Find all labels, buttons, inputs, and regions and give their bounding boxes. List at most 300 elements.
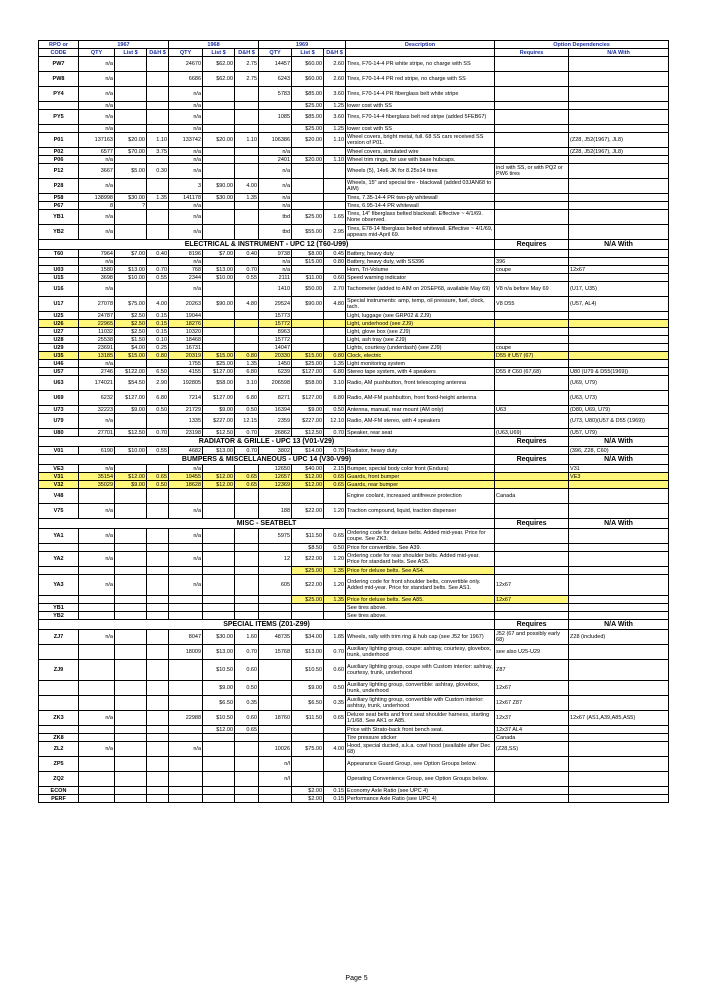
list-1969-cell: $12.00 [292,473,324,481]
requires-cell: V8 D55 [495,297,569,312]
header-qty-69: QTY [259,49,292,57]
table-row [39,795,669,803]
list-1969-cell: $11.00 [292,274,324,282]
requires-cell [495,795,569,803]
list-1967-cell: $4.00 [115,344,147,352]
list-1968-cell [203,529,235,544]
qty-1969-cell: 206598 [259,376,292,391]
requires-cell [495,194,569,202]
section-na-with-label: N/A With [569,437,669,447]
list-1968-cell: $10.00 [203,274,235,282]
list-1967-cell: $9.00 [115,481,147,489]
qty-1969-cell: 14047 [259,344,292,352]
list-1969-cell: $15.00 [292,258,324,266]
table-row [39,596,669,604]
requires-cell: Canada [495,489,569,504]
requires-cell [495,504,569,519]
description-cell: See tires above. [346,604,495,612]
code-cell [39,645,79,660]
na-with-cell [569,328,669,336]
dh-1968-cell: 4.00 [235,179,259,194]
dh-1967-cell [147,57,169,72]
description-cell: Auxiliary lighting group, coupe: ashtray, courtesy, glovebox, trunk, underhood [346,645,495,660]
list-1968-cell: $10.50 [203,660,235,681]
qty-1969-cell: 1085 [259,110,292,125]
dh-1968-cell: 4.80 [235,297,259,312]
qty-1967-cell: n/a [79,102,115,110]
na-with-cell: U80 (U79 & D55(1969)) [569,368,669,376]
list-1967-cell [115,795,147,803]
dh-1969-cell [324,489,346,504]
qty-1968-cell [169,604,203,612]
na-with-cell [569,660,669,681]
list-1968-cell: $9.00 [203,406,235,414]
code-cell: YA2 [39,552,79,567]
na-with-cell [569,57,669,72]
list-1969-cell [292,604,324,612]
code-cell: U35 [39,352,79,360]
list-1968-cell: $20.00 [203,133,235,148]
list-1968-cell: $13.00 [203,266,235,274]
list-1969-cell: $11.50 [292,711,324,726]
list-1969-cell: $127.00 [292,368,324,376]
na-with-cell [569,529,669,544]
qty-1969-cell [259,795,292,803]
qty-1968-cell: 18276 [169,320,203,328]
qty-1968-cell: 18628 [169,481,203,489]
list-1967-cell [115,630,147,645]
na-with-cell [569,72,669,87]
description-cell: Price for deluxe belts. See AS4. [346,567,495,575]
table-row [39,630,669,645]
list-1969-cell: $85.00 [292,87,324,102]
table-row [39,787,669,795]
list-1967-cell [115,72,147,87]
list-1969-cell: $25.00 [292,102,324,110]
code-cell: V32 [39,481,79,489]
list-1967-cell [115,156,147,164]
qty-1969-cell: 15772 [259,320,292,328]
description-cell: Speed warning indicator [346,274,495,282]
description-cell: Light, glove box (see ZJ9) [346,328,495,336]
dh-1968-cell: 0.50 [235,681,259,696]
code-cell: V48 [39,489,79,504]
section-header-row [39,620,669,630]
requires-cell [495,787,569,795]
dh-1968-cell [235,102,259,110]
qty-1967-cell: n/a [79,125,115,133]
list-1967-cell: $2.50 [115,328,147,336]
qty-1967-cell: n/a [79,360,115,368]
qty-1968-cell: 3 [169,179,203,194]
dh-1967-cell: 0.10 [147,336,169,344]
list-1968-cell [203,125,235,133]
na-with-cell [569,575,669,596]
dh-1969-cell: 1.20 [324,552,346,567]
description-cell: Horn, Tri-Volume [346,266,495,274]
qty-1967-cell: 137163 [79,133,115,148]
list-1969-cell [292,312,324,320]
dh-1967-cell: 1.35 [147,194,169,202]
qty-1969-cell: 29524 [259,297,292,312]
requires-cell [495,376,569,391]
list-1969-cell: $12.50 [292,429,324,437]
header-row-1 [39,41,669,49]
requires-cell [495,225,569,240]
qty-1967-cell [79,757,115,772]
code-cell: V01 [39,447,79,455]
na-with-cell [569,274,669,282]
code-cell: PY4 [39,87,79,102]
list-1968-cell [203,225,235,240]
qty-1969-cell: tbd [259,225,292,240]
description-cell: Tires, E78-14 fiberglass belted whitewall. Effective ~ 4/1/69, appears mid-April 69. [346,225,495,240]
qty-1969-cell: tbd [259,210,292,225]
section-header-row [39,519,669,529]
table-row [39,194,669,202]
qty-1968-cell: 8047 [169,630,203,645]
qty-1968-cell: 1755 [169,360,203,368]
list-1967-cell: $12.00 [115,473,147,481]
code-cell [39,696,79,711]
qty-1967-cell [79,696,115,711]
header-list-67: List $ [115,49,147,57]
description-cell: Tires, 7.35-14-4 PR two-ply whitewall [346,194,495,202]
list-1967-cell [115,787,147,795]
qty-1967-cell: 27078 [79,297,115,312]
qty-1969-cell: n/l [259,757,292,772]
dh-1969-cell: 0.45 [324,250,346,258]
dh-1968-cell [235,504,259,519]
dh-1969-cell: 1.35 [324,567,346,575]
dh-1967-cell [147,414,169,429]
list-1969-cell: $90.00 [292,297,324,312]
dh-1967-cell [147,110,169,125]
list-1968-cell: $7.00 [203,250,235,258]
qty-1969-cell: 15772 [259,336,292,344]
requires-cell [495,202,569,210]
qty-1967-cell: n/a [79,711,115,726]
header-qty-67: QTY [79,49,115,57]
description-cell: Price for deluxe belts. See A85. [346,596,495,604]
qty-1967-cell: n/a [79,465,115,473]
dh-1967-cell [147,282,169,297]
list-1967-cell [115,179,147,194]
list-1968-cell: $12.00 [203,481,235,489]
table-row [39,544,669,552]
list-1968-cell [203,258,235,266]
table-row [39,391,669,406]
dh-1968-cell [235,328,259,336]
list-1968-cell: $12.00 [203,473,235,481]
list-1967-cell: $20.00 [115,133,147,148]
qty-1967-cell [79,645,115,660]
list-1969-cell: $8.00 [292,250,324,258]
list-1968-cell [203,344,235,352]
qty-1969-cell: 12 [259,552,292,567]
list-1969-cell: $14.00 [292,447,324,455]
list-1968-cell [203,148,235,156]
qty-1969-cell: 6243 [259,72,292,87]
requires-cell [495,210,569,225]
dh-1969-cell: 1.25 [324,102,346,110]
header-option-dependencies: Option Dependencies [495,41,669,49]
list-1968-cell: $227.00 [203,414,235,429]
table-row [39,567,669,575]
requires-cell [495,529,569,544]
qty-1967-cell: 25538 [79,336,115,344]
qty-1969-cell: 9738 [259,250,292,258]
qty-1967-cell [79,660,115,681]
qty-1969-cell: n/a [259,148,292,156]
qty-1968-cell: 133742 [169,133,203,148]
dh-1968-cell: 0.80 [235,352,259,360]
list-1967-cell: ? [115,202,147,210]
qty-1967-cell: n/a [79,57,115,72]
table-row [39,156,669,164]
dh-1968-cell [235,148,259,156]
dh-1968-cell: 0.65 [235,726,259,734]
description-cell: Battery, heavy duty [346,250,495,258]
code-cell: ECON [39,787,79,795]
qty-1967-cell: n/a [79,179,115,194]
code-cell: ZJ7 [39,630,79,645]
list-1967-cell: $70.00 [115,148,147,156]
description-cell: Wheel covers, simulated wire [346,148,495,156]
qty-1968-cell: 24670 [169,57,203,72]
list-1969-cell: $6.50 [292,696,324,711]
dh-1969-cell [324,734,346,742]
dh-1967-cell: 0.70 [147,266,169,274]
table-row [39,57,669,72]
table-row [39,250,669,258]
list-1967-cell [115,57,147,72]
list-1968-cell: $10.50 [203,711,235,726]
list-1968-cell [203,544,235,552]
list-1969-cell [292,148,324,156]
code-cell: U28 [39,336,79,344]
dh-1967-cell: 6.80 [147,391,169,406]
table-row [39,772,669,787]
qty-1968-cell: n/a [169,258,203,266]
dh-1968-cell: 3.10 [235,376,259,391]
dh-1967-cell: 0.55 [147,274,169,282]
table-row [39,297,669,312]
table-row [39,489,669,504]
code-cell [39,125,79,133]
qty-1969-cell: 12657 [259,473,292,481]
qty-1969-cell: 18760 [259,711,292,726]
na-with-cell: (Z28, J52(1967), JL8) [569,148,669,156]
description-cell: Tires, F70-14-4 fiberglass belt red stripe (added 5FEB67) [346,110,495,125]
list-1969-cell: $75.00 [292,742,324,757]
na-with-cell: V31 [569,465,669,473]
dh-1967-cell [147,72,169,87]
list-1968-cell [203,734,235,742]
dh-1969-cell: 0.70 [324,645,346,660]
na-with-cell [569,734,669,742]
list-1967-cell: $12.50 [115,429,147,437]
dh-1967-cell [147,726,169,734]
description-cell: See tires above. [346,612,495,620]
qty-1968-cell: n/a [169,102,203,110]
code-cell: PERF [39,795,79,803]
list-1968-cell: $30.00 [203,630,235,645]
table-row [39,360,669,368]
table-row [39,696,669,711]
section-requires-label: Requires [495,519,569,529]
code-cell: U69 [39,391,79,406]
dh-1967-cell [147,772,169,787]
requires-cell [495,360,569,368]
code-cell: U57 [39,368,79,376]
qty-1969-cell: n/l [259,772,292,787]
na-with-cell [569,344,669,352]
list-1968-cell [203,282,235,297]
requires-cell: J52 (67 and possibly early 68) [495,630,569,645]
dh-1968-cell [235,612,259,620]
requires-cell [495,102,569,110]
list-1967-cell [115,552,147,567]
dh-1969-cell: 0.75 [324,447,346,455]
list-1967-cell: $75.00 [115,297,147,312]
list-1967-cell [115,544,147,552]
qty-1968-cell: 22988 [169,711,203,726]
qty-1968-cell [169,734,203,742]
na-with-cell [569,210,669,225]
description-cell: Light, luggage (see GRP02 & ZJ9) [346,312,495,320]
list-1967-cell: $2.50 [115,312,147,320]
list-1969-cell [292,726,324,734]
dh-1967-cell [147,258,169,266]
code-cell: ZQ2 [39,772,79,787]
table-row [39,328,669,336]
qty-1969-cell [259,734,292,742]
qty-1967-cell: 23691 [79,344,115,352]
description-cell: Ordering code for front shoulder belts, convertible only. Added mid-year. Price for standard belts. See AS1. [346,575,495,596]
list-1967-cell [115,742,147,757]
qty-1968-cell: 7214 [169,391,203,406]
na-with-cell: 12x67 (AS1,A39,A85,AS5) [569,711,669,726]
dh-1969-cell: 0.50 [324,544,346,552]
dh-1969-cell: 0.50 [324,406,346,414]
description-cell: Hood, special ducted, a.k.a. cowl hood (available after Dec 68) [346,742,495,757]
requires-cell: D55 if C60 (67,68) [495,368,569,376]
qty-1968-cell: n/a [169,164,203,179]
requires-cell [495,148,569,156]
qty-1967-cell: 138998 [79,194,115,202]
requires-cell [495,447,569,455]
description-cell: Radio, AM-FM stereo, with 4 speakers [346,414,495,429]
code-cell: V75 [39,504,79,519]
list-1969-cell [292,266,324,274]
code-cell: U46 [39,360,79,368]
requires-cell [495,481,569,489]
list-1967-cell [115,757,147,772]
description-cell: Tachometer (added to AIM on 20SEP68, available May 69) [346,282,495,297]
list-1967-cell: $30.00 [115,194,147,202]
qty-1968-cell: n/a [169,282,203,297]
qty-1968-cell: n/a [169,156,203,164]
dh-1967-cell: 0.25 [147,344,169,352]
qty-1969-cell: 2401 [259,156,292,164]
code-cell: PW7 [39,57,79,72]
table-row [39,320,669,328]
list-1968-cell: $127.00 [203,391,235,406]
list-1969-cell: $20.00 [292,156,324,164]
requires-cell: 12x67 Z87 [495,696,569,711]
list-1968-cell: $13.00 [203,645,235,660]
dh-1969-cell: 3.10 [324,376,346,391]
list-1967-cell [115,102,147,110]
list-1969-cell [292,320,324,328]
qty-1969-cell: 188 [259,504,292,519]
dh-1969-cell: 6.80 [324,368,346,376]
dh-1968-cell [235,734,259,742]
dh-1969-cell: 1.20 [324,504,346,519]
dh-1969-cell: 0.60 [324,274,346,282]
na-with-cell [569,194,669,202]
qty-1967-cell: n/a [79,87,115,102]
list-1968-cell [203,328,235,336]
dh-1969-cell: 2.70 [324,282,346,297]
list-1969-cell: $55.00 [292,225,324,240]
qty-1967-cell [79,787,115,795]
page-number: Page 5 [345,975,368,982]
description-cell: Economy Axle Ratio (see UPC 4) [346,787,495,795]
description-cell: Tires, F70-14-4 PR fiberglass belt white stripe [346,87,495,102]
code-cell: P58 [39,194,79,202]
table-row [39,148,669,156]
qty-1968-cell [169,726,203,734]
table-row [39,376,669,391]
dh-1969-cell [324,757,346,772]
qty-1967-cell: 27701 [79,429,115,437]
dh-1968-cell: 0.60 [235,711,259,726]
requires-cell [495,72,569,87]
dh-1967-cell: 0.15 [147,328,169,336]
dh-1969-cell: 0.65 [324,473,346,481]
description-cell: Tires, 14" fiberglass belted blackwall. Effective ~ 4/1/69. None observed. [346,210,495,225]
code-cell: YA1 [39,529,79,544]
list-1968-cell [203,757,235,772]
description-cell: Ordering code for rear shoulder belts. Added mid-year. Price for standard belts. See AS5. [346,552,495,567]
code-cell [39,258,79,266]
table-row [39,575,669,596]
rpo-options-table [38,40,669,803]
na-with-cell [569,87,669,102]
list-1969-cell: $58.00 [292,376,324,391]
list-1968-cell: $90.00 [203,179,235,194]
description-cell: lower cost with SS [346,102,495,110]
list-1969-cell: $12.00 [292,481,324,489]
requires-cell [495,757,569,772]
dh-1967-cell: 0.30 [147,164,169,179]
dh-1967-cell [147,102,169,110]
requires-cell: Canada [495,734,569,742]
qty-1967-cell [79,489,115,504]
list-1967-cell: $5.00 [115,164,147,179]
dh-1968-cell [235,742,259,757]
requires-cell [495,465,569,473]
requires-cell [495,328,569,336]
dh-1969-cell: 1.85 [324,630,346,645]
description-cell: Wheel covers, bright metal, full. 68 SS cars received SS version of P01. [346,133,495,148]
table-row [39,87,669,102]
list-1969-cell [292,179,324,194]
table-row [39,473,669,481]
na-with-cell [569,481,669,489]
